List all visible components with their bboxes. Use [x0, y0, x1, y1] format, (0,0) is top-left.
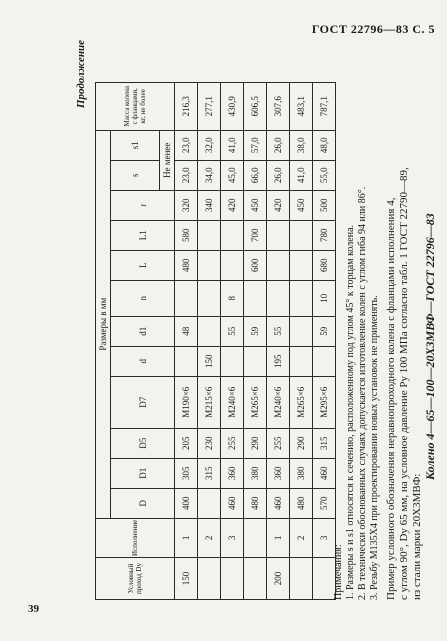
header-s1: s1: [111, 130, 160, 160]
table-cell: 195: [267, 346, 290, 376]
table-cell: 600: [244, 250, 267, 280]
table-cell: M265×6: [290, 376, 313, 428]
table-cell: 59: [244, 316, 267, 346]
table-cell: 700: [244, 220, 267, 250]
table-cell: 41,0: [290, 160, 313, 190]
example-line-1: Пример условного обозначения неравнопроходного колена с фланцами исполнения 4,: [385, 197, 397, 600]
table-cell: 200: [267, 558, 290, 600]
header-d: d: [111, 346, 175, 376]
header-D5: D5: [111, 428, 175, 458]
table-cell: [175, 346, 198, 376]
table-cell: 780: [313, 220, 336, 250]
header-L1: L1: [111, 220, 175, 250]
header-conditional-bore: Условный проход Dy: [96, 558, 175, 600]
table-cell: 320: [175, 190, 198, 220]
table-row: [290, 82, 313, 599]
table-cell: [221, 346, 244, 376]
table-cell: 290: [290, 428, 313, 458]
header-L: L: [111, 250, 175, 280]
table-cell: 483,1: [290, 82, 313, 130]
table-cell: 59: [313, 316, 336, 346]
table-row: [175, 82, 198, 599]
table-cell: [221, 250, 244, 280]
table-cell: [267, 250, 290, 280]
table-cell: 480: [290, 488, 313, 518]
table-cell: 460: [313, 458, 336, 488]
table-cell: 380: [290, 458, 313, 488]
table-row: [244, 82, 267, 599]
example-line-3: из стали марки 20Х3МВФ:: [411, 473, 423, 600]
table-cell: 3: [313, 518, 336, 557]
table-cell: [290, 346, 313, 376]
table-cell: 23,0: [175, 130, 198, 160]
table-cell: [290, 280, 313, 316]
table-cell: [267, 220, 290, 250]
header-execution: Исполнение: [96, 518, 175, 557]
table-cell: [244, 280, 267, 316]
table-cell: 230: [198, 428, 221, 458]
header-r: r: [111, 190, 175, 220]
table-cell: 400: [175, 488, 198, 518]
table-cell: 360: [221, 458, 244, 488]
table-cell: 3: [221, 518, 244, 557]
table-cell: 2: [198, 518, 221, 557]
table-cell: 420: [267, 190, 290, 220]
table-cell: 10: [313, 280, 336, 316]
header-d1: d1: [111, 316, 175, 346]
table-cell: 150: [175, 558, 198, 600]
note-3: 3. Резьбу M135X4 при проектировании новых установок не применять.: [369, 295, 380, 600]
table-cell: [175, 280, 198, 316]
header-s: s: [111, 160, 160, 190]
table-cell: 1: [175, 518, 198, 557]
header-D7: D7: [111, 376, 175, 428]
table-cell: [290, 316, 313, 346]
rotated-page-content: [75, 40, 445, 600]
table-row: [198, 82, 221, 599]
table-cell: [198, 558, 221, 600]
table-cell: [244, 558, 267, 600]
table-cell: 305: [175, 458, 198, 488]
table-cell: 26,0: [267, 160, 290, 190]
table-cell: 55,0: [313, 160, 336, 190]
notes-block: [333, 40, 381, 600]
table-cell: [198, 220, 221, 250]
header-not-less: Не менее: [160, 130, 175, 190]
table-cell: 570: [313, 488, 336, 518]
table-cell: 41,0: [221, 130, 244, 160]
table-cell: 315: [313, 428, 336, 458]
table-cell: M295×6: [313, 376, 336, 428]
table-cell: [290, 558, 313, 600]
table-cell: [290, 220, 313, 250]
table-cell: [221, 558, 244, 600]
table-cell: 216,3: [175, 82, 198, 130]
table-cell: 23,0: [175, 160, 198, 190]
table-cell: 787,1: [313, 82, 336, 130]
table-cell: 66,0: [244, 160, 267, 190]
table-cell: [198, 316, 221, 346]
table-cell: 480: [244, 488, 267, 518]
note-1: 1. Размеры s и s1 относятся к сечению, расположенному под углом 45° к торцам колена.: [345, 224, 356, 600]
table-cell: M240×6: [221, 376, 244, 428]
table-cell: 480: [175, 250, 198, 280]
table-cell: 420: [221, 190, 244, 220]
table-cell: 606,5: [244, 82, 267, 130]
table-cell: [267, 280, 290, 316]
page-number: 39: [28, 603, 39, 615]
table-cell: M190×6: [175, 376, 198, 428]
example-line-2: с углом 90°, Dy 65 мм, на условное давление Py 100 МПа согласно табл. 1 ГОСТ 22790—89,: [398, 167, 410, 600]
header-dimensions-group: Размеры в мм: [96, 130, 111, 518]
table-cell: [244, 346, 267, 376]
table-cell: 277,1: [198, 82, 221, 130]
table-cell: M265×6: [244, 376, 267, 428]
header-mass: Масса колена с фланцами, кг, не более: [96, 82, 175, 130]
table-cell: [290, 250, 313, 280]
table-cell: 580: [175, 220, 198, 250]
table-cell: 680: [313, 250, 336, 280]
table-cell: 8: [221, 280, 244, 316]
table-cell: M240×6: [267, 376, 290, 428]
dimensions-table: [95, 82, 336, 600]
table-cell: 500: [313, 190, 336, 220]
standard-header: ГОСТ 22796—83 С. 5: [311, 22, 435, 36]
table-cell: 1: [267, 518, 290, 557]
table-cell: 48: [175, 316, 198, 346]
table-cell: 34,0: [198, 160, 221, 190]
table-row: [267, 82, 290, 599]
table-cell: 205: [175, 428, 198, 458]
note-2: 2. В технически обоснованных случаях допускается изготовление колен с углом гиба 94 или 86°.: [357, 186, 368, 600]
table-cell: 38,0: [290, 130, 313, 160]
table-cell: 315: [198, 458, 221, 488]
table-cell: 26,0: [267, 130, 290, 160]
table-cell: [198, 280, 221, 316]
table-cell: [198, 488, 221, 518]
header-D: D: [111, 488, 175, 518]
table-cell: [198, 250, 221, 280]
table-cell: 32,0: [198, 130, 221, 160]
table-cell: 255: [221, 428, 244, 458]
table-cell: 55: [221, 316, 244, 346]
table-cell: 55: [267, 316, 290, 346]
table-cell: 255: [267, 428, 290, 458]
table-cell: 150: [198, 346, 221, 376]
table-cell: [221, 220, 244, 250]
designation-example: [385, 40, 424, 600]
continuation-label: Продолжение: [75, 40, 87, 109]
table-cell: 430,9: [221, 82, 244, 130]
table-cell: 57,0: [244, 130, 267, 160]
table-cell: 307,6: [267, 82, 290, 130]
table-cell: 290: [244, 428, 267, 458]
table-cell: 450: [290, 190, 313, 220]
table-cell: 360: [267, 458, 290, 488]
header-D1: D1: [111, 458, 175, 488]
table-cell: 460: [221, 488, 244, 518]
table-cell: 45,0: [221, 160, 244, 190]
notes-title: Примечания:: [333, 544, 344, 600]
table-cell: 48,0: [313, 130, 336, 160]
table-cell: M215×6: [198, 376, 221, 428]
table-cell: 2: [290, 518, 313, 557]
table-cell: 460: [267, 488, 290, 518]
table-cell: 380: [244, 458, 267, 488]
header-n: n: [111, 280, 175, 316]
table-cell: 450: [244, 190, 267, 220]
designation-caption: Колено 4—65—100—20Х3МВФ—ГОСТ 22796—83: [423, 213, 437, 480]
table-cell: [244, 518, 267, 557]
table-cell: 340: [198, 190, 221, 220]
table-row: [221, 82, 244, 599]
